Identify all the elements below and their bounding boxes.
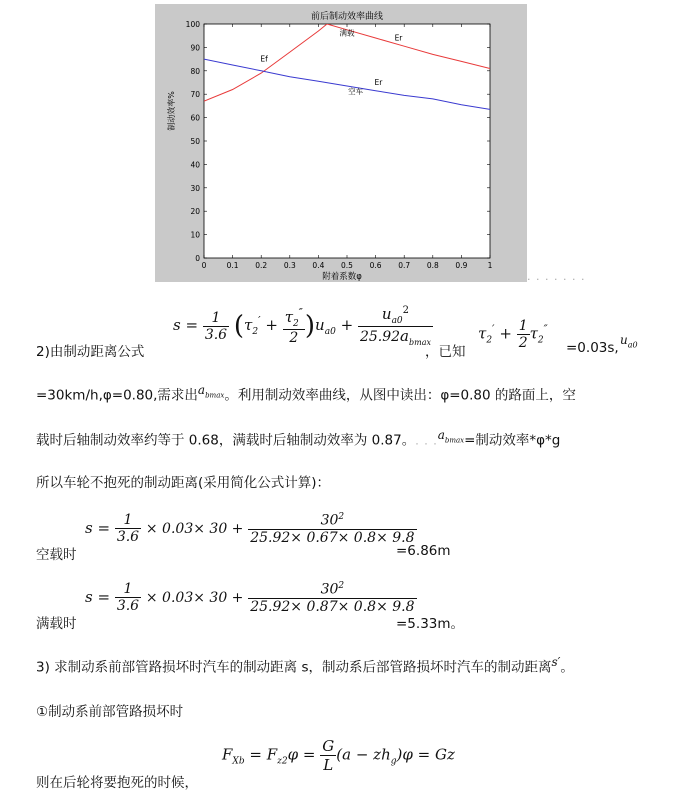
y-tick-label: 40	[190, 160, 200, 170]
empty-load-formula: s = $\frac{1}{3.6}$ × 0.03× 30 + $\frac{30^2}{25.92\times 0.67\times 0.8\times 9.8}$	[85, 512, 415, 546]
chart-title: 前后制动效率曲线	[310, 12, 384, 22]
plot-area	[204, 24, 490, 258]
x-tick-label: 0.8	[426, 261, 439, 270]
annotation-3: Er	[374, 77, 383, 87]
x-tick-label: 0	[201, 261, 207, 270]
y-tick-label: 10	[190, 230, 200, 240]
y-axis-label: 制动效率%	[167, 91, 176, 131]
chart-frame	[155, 4, 527, 282]
full-load-label: 满载时	[36, 616, 77, 632]
x-tick-label: 0.9	[455, 261, 468, 270]
x-axis-label: 附着系数φ	[322, 272, 362, 282]
efficiency-chart	[155, 4, 527, 282]
section2-intro: 2)由制动距离公式	[36, 344, 145, 360]
tau-sum: $\tau_2'$ + $\frac{1}{2}$ $\tau_2''$	[478, 318, 548, 351]
full-load-formula: s = $\frac{1}{3.6}$ × 0.03× 30 + $\frac{30^2}{25.92\times 0.87\times 0.8\times 9.8}$	[85, 581, 415, 615]
x-tick-label: 0.7	[398, 261, 411, 270]
x-tick-label: 0.1	[226, 261, 239, 270]
paragraph-line3: 载时后轴制动效率约等于 0.68，满载时后轴制动效率为 0.87。. . $.a_{bmax}=$制动效率*φ*g	[36, 428, 561, 449]
y-tick-label: 70	[190, 90, 200, 100]
empty-load-label: 空载时	[36, 547, 77, 563]
rear-lock-formula: $F_{Xb} = F_{z2}\varphi$ = $\frac{G}{L}$ $(a - zh_g)\varphi = Gz$	[222, 737, 455, 774]
y-tick-label: 50	[190, 137, 200, 146]
y-tick-label: 80	[190, 66, 200, 76]
paragraph-line4: 所以车轮不抱死的制动距离(采用简化公式计算)：	[36, 475, 331, 491]
rear-lock-text: 则在后轮将要抱死的时候，	[36, 775, 198, 791]
x-tick-label: 1	[487, 261, 493, 270]
y-tick-label: 0	[195, 254, 200, 263]
empty-load-result: =6.86m	[396, 543, 451, 559]
x-tick-label: 0.6	[369, 261, 382, 270]
y-tick-label: 30	[190, 183, 200, 193]
full-load-result: =5.33m。	[396, 616, 465, 632]
x-tick-label: 0.3	[283, 261, 296, 270]
x-tick-label: 0.2	[255, 261, 268, 270]
ua0-symbol: $u_{a0}$	[620, 333, 638, 350]
y-tick-label: 90	[190, 43, 200, 53]
x-tick-label: 0.4	[312, 261, 325, 270]
y-tick-label: 20	[190, 207, 200, 217]
annotation-4: 空车	[348, 87, 364, 97]
annotation-2: Ef	[260, 54, 268, 64]
annotation-0: 满载	[339, 28, 355, 38]
annotation-1: Er	[394, 33, 403, 43]
y-tick-label: 60	[190, 113, 200, 123]
dotted-mark: . . . . . . .	[527, 270, 586, 283]
known-label: ，已知	[425, 344, 466, 360]
distance-formula: s = $\frac{1}{3.6}$ ($\tau_2'$ + $\frac{\tau_2''}{2}$ )$u_{a0}$ + $\frac{u_{a0}^2}{25.92a_{bmax}}$	[173, 305, 431, 347]
section3-text: 3) 求制动系前部管路损坏时汽车的制动距离 s，制动系后部管路损坏时汽车的制动距离s′。	[36, 655, 574, 676]
x-tick-label: 0.5	[341, 261, 353, 270]
case1-heading: ①制动系前部管路损坏时	[36, 704, 184, 720]
tau-value: =0.03s,	[566, 340, 619, 356]
paragraph-line2: =30km/h,φ=0.80,需求出$a_{bmax}$。利用制动效率曲线，从图中读出：φ=0.80 的路面上，空	[36, 383, 576, 404]
y-tick-label: 100	[185, 20, 200, 29]
